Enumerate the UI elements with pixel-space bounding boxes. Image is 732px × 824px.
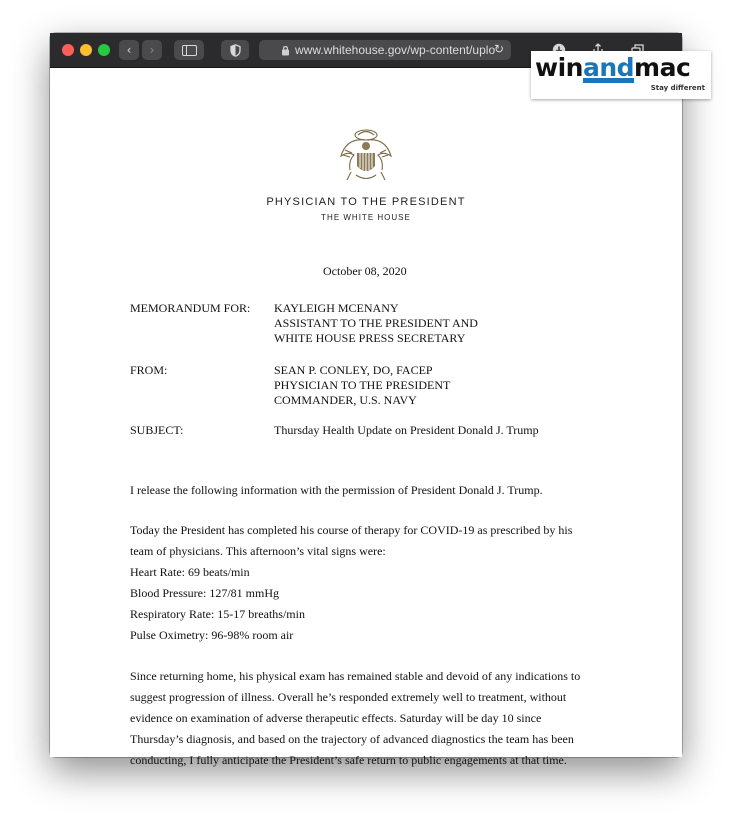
subject-value: Thursday Health Update on President Donald J. Trump — [274, 423, 539, 437]
from-line: PHYSICIAN TO THE PRESIDENT — [274, 378, 451, 392]
closing-line: Thursday’s diagnosis, and based on the trajectory of advanced diagnostics the team has been — [130, 732, 574, 746]
maximize-window-button[interactable] — [98, 44, 110, 56]
closing-line: suggest progression of illness. Overall he’s responded extremely well to treatment, without — [130, 690, 567, 704]
intro-paragraph: I release the following information with the permission of President Donald J. Trump. — [130, 483, 543, 497]
chevron-left-icon: ‹ — [126, 43, 132, 57]
forward-button[interactable] — [142, 40, 162, 60]
url-text: www.whitehouse.gov/wp-content/uplo — [295, 43, 496, 57]
from-line: SEAN P. CONLEY, DO, FACEP — [274, 363, 433, 377]
letterhead-title: PHYSICIAN TO THE PRESIDENT — [266, 196, 466, 208]
pdf-document — [50, 68, 682, 767]
letterhead-subtitle: THE WHITE HOUSE — [321, 213, 411, 222]
reload-icon[interactable]: ↻ — [493, 42, 504, 56]
closing-line: Since returning home, his physical exam has remained stable and devoid of any indications to — [130, 669, 581, 683]
brand-suffix: mac — [634, 53, 691, 82]
memorandum-for-line: KAYLEIGH MCENANY — [274, 301, 399, 315]
vitals-line: team of physicians. This afternoon’s vital signs were: — [130, 544, 386, 558]
vitals-line: Blood Pressure: 127/81 mmHg — [130, 586, 279, 600]
sidebar-toggle-button[interactable] — [174, 40, 204, 60]
chevron-right-icon: › — [149, 43, 155, 57]
vitals-line: Pulse Oximetry: 96-98% room air — [130, 628, 294, 642]
close-window-button[interactable] — [62, 44, 74, 56]
minimize-window-button[interactable] — [80, 44, 92, 56]
closing-line: conducting, I fully anticipate the President’s safe return to public engagements at that time. — [130, 753, 567, 767]
sidebar-icon — [182, 45, 197, 56]
watermark-logo — [531, 51, 711, 99]
from-line: COMMANDER, U.S. NAVY — [274, 393, 417, 407]
privacy-shield-button[interactable] — [221, 40, 249, 60]
address-bar[interactable] — [259, 40, 511, 60]
back-button[interactable] — [119, 40, 139, 60]
vitals-line: Today the President has completed his course of therapy for COVID-19 as prescribed by his — [130, 523, 573, 537]
vitals-line: Heart Rate: 69 beats/min — [130, 565, 250, 579]
from-label: FROM: — [130, 363, 168, 377]
shield-icon — [230, 44, 241, 57]
closing-line: evidence on examination of adverse therapeutic effects. Saturday will be day 10 since — [130, 711, 542, 725]
brand-tagline: Stay different — [650, 84, 705, 92]
brand-middle: and — [582, 53, 635, 82]
brand-wordmark — [535, 53, 690, 83]
brand-prefix: win — [535, 53, 583, 82]
browser-window — [50, 33, 682, 767]
subject-label: SUBJECT: — [130, 423, 184, 437]
lock-icon — [281, 45, 290, 56]
memorandum-for-label: MEMORANDUM FOR: — [130, 301, 251, 315]
vitals-line: Respiratory Rate: 15-17 breaths/min — [130, 607, 305, 621]
presidential-seal-icon — [337, 126, 395, 186]
memo-date: October 08, 2020 — [323, 264, 407, 278]
memorandum-for-line: WHITE HOUSE PRESS SECRETARY — [274, 331, 466, 345]
memorandum-for-line: ASSISTANT TO THE PRESIDENT AND — [274, 316, 478, 330]
